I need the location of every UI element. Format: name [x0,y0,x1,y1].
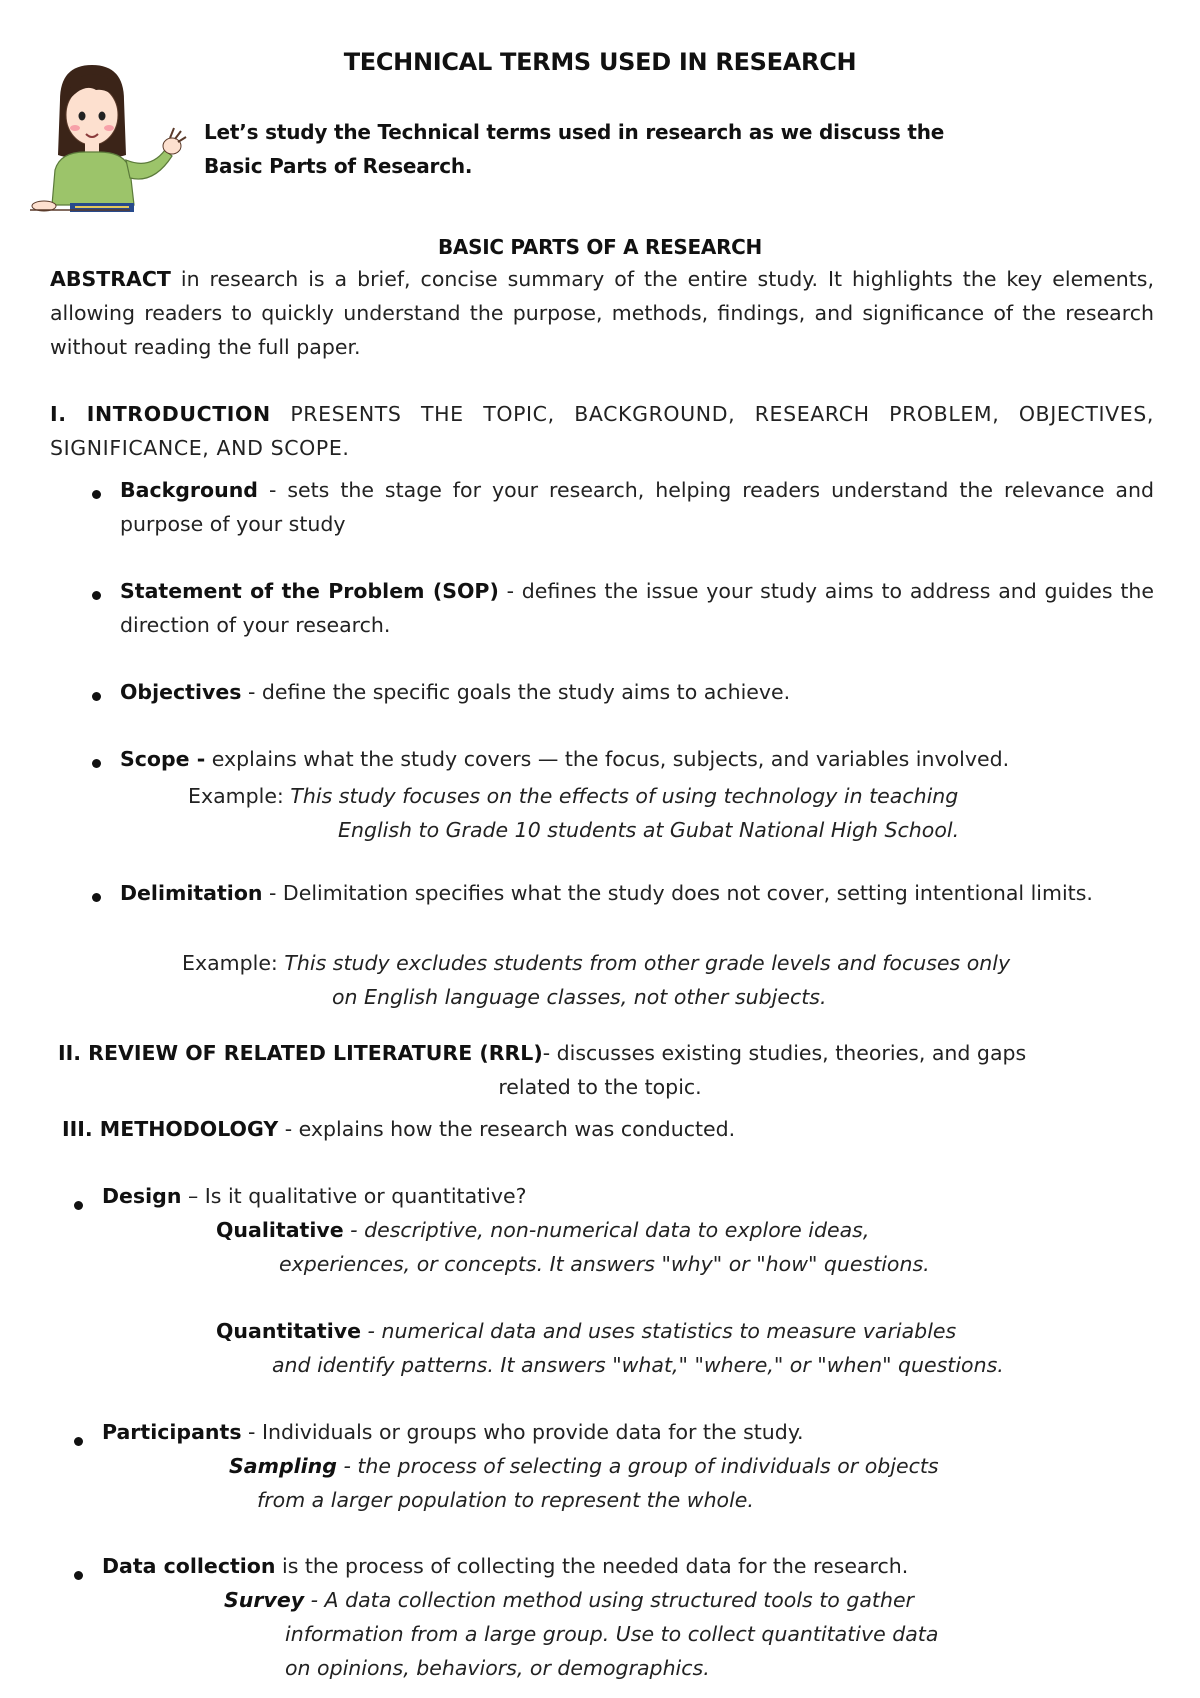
delimitation-example-text-1: This study excludes students from other grade levels and focuses only [284,951,1011,975]
scope-example-line-2: English to Grade 10 students at Gubat National High School. [338,818,960,842]
methodology-term: III. METHODOLOGY [62,1117,279,1141]
survey-text-1: - A data collection method using structured tools to gather [304,1588,914,1612]
bullet-icon [74,1437,83,1446]
objectives-text: - define the specific goals the study aims to achieve. [241,680,791,704]
qualitative-line-2: experiences, or concepts. It answers "why" or "how" questions. [279,1252,930,1276]
quantitative-line-2: and identify patterns. It answers "what," "where," or "when" questions. [272,1353,1004,1377]
sampling-text-1: - the process of selecting a group of individuals or objects [336,1454,939,1478]
rrl-line-1 [58,1041,1026,1065]
scope-example-label: Example: [188,784,291,808]
list-item-design [102,1184,527,1208]
scope-example-text-1: This study focuses on the effects of using technology in teaching [290,784,959,808]
participants-text: - Individuals or groups who provide data for the study. [241,1420,804,1444]
quantitative-text-1: - numerical data and uses statistics to measure variables [361,1319,957,1343]
survey-line-2: information from a large group. Use to collect quantitative data [285,1622,939,1646]
list-item-sop [120,574,1154,642]
teacher-illustration [30,60,200,230]
intro-line-2: Basic Parts of Research. [204,154,473,178]
methodology-line [62,1117,735,1141]
list-item-objectives [120,675,1154,709]
introduction-term: I. INTRODUCTION [50,402,271,426]
objectives-term: Objectives [120,680,242,704]
bullet-icon [74,1201,83,1210]
sampling-line-2: from a larger population to represent the whole. [257,1488,754,1512]
background-text: - sets the stage for your research, helping readers understand the relevance and purpose of your study [120,478,1154,536]
abstract-text: in research is a brief, concise summary of the entire study. It highlights the key elements, allowing readers to quickly understand the purpose, methods, findings, and significance of the research without reading the full paper. [50,267,1154,359]
delimitation-example-line-2: on English language classes, not other subjects. [332,985,827,1009]
list-item-participants [102,1420,804,1444]
list-item-scope [120,742,1154,776]
design-term: Design [102,1184,182,1208]
bullet-icon [92,759,101,768]
rrl-text-1: - discusses existing studies, theories, and gaps [542,1041,1027,1065]
scope-term: Scope - [120,747,206,771]
sampling-term: Sampling [229,1454,337,1478]
quantitative-term: Quantitative [216,1319,362,1343]
abstract-paragraph [50,262,1154,364]
bullet-icon [92,893,101,902]
list-item-data-collection [102,1554,908,1578]
rrl-term: II. REVIEW OF RELATED LITERATURE (RRL) [58,1041,543,1065]
qualitative-term: Qualitative [216,1218,344,1242]
bullet-icon [92,692,101,701]
scope-example-line-1 [188,784,958,808]
participants-term: Participants [102,1420,242,1444]
delimitation-example-line-1 [182,951,1010,975]
methodology-text: - explains how the research was conducted. [278,1117,736,1141]
section-title: BASIC PARTS OF A RESEARCH [437,235,762,259]
sampling-line-1 [229,1454,939,1478]
delimitation-example-label: Example: [182,951,285,975]
survey-line-3: on opinions, behaviors, or demographics. [285,1656,710,1680]
qualitative-line-1 [216,1218,869,1242]
list-item-delimitation [120,876,1154,910]
design-text: – Is it qualitative or quantitative? [181,1184,527,1208]
page-title: TECHNICAL TERMS USED IN RESEARCH [343,48,857,76]
abstract-term: ABSTRACT [50,267,171,291]
quantitative-line-1 [216,1319,956,1343]
intro-line-1: Let’s study the Technical terms used in research as we discuss the [204,120,945,144]
sop-text: - defines the issue your study aims to address and guides the direction of your research. [120,579,1154,637]
bullet-icon [74,1571,83,1580]
survey-line-1 [224,1588,914,1612]
survey-term: Survey [224,1588,305,1612]
data-collection-text: is the process of collecting the needed data for the research. [275,1554,909,1578]
delimitation-text: - Delimitation specifies what the study does not cover, setting intentional limits. [262,881,1093,905]
bullet-icon [92,490,101,499]
sop-term: Statement of the Problem (SOP) [120,579,499,603]
introduction-text: PRESENTS THE TOPIC, BACKGROUND, RESEARCH PROBLEM, OBJECTIVES, SIGNIFICANCE, AND SCOPE. [50,402,1154,460]
list-item-background [120,473,1154,541]
data-collection-term: Data collection [102,1554,276,1578]
bullet-icon [92,591,101,600]
introduction-paragraph [50,397,1154,465]
scope-text: explains what the study covers — the focus, subjects, and variables involved. [205,747,1010,771]
delimitation-term: Delimitation [120,881,263,905]
rrl-line-2: related to the topic. [498,1075,702,1099]
background-term: Background [120,478,258,502]
qualitative-text-1: - descriptive, non-numerical data to explore ideas, [343,1218,870,1242]
